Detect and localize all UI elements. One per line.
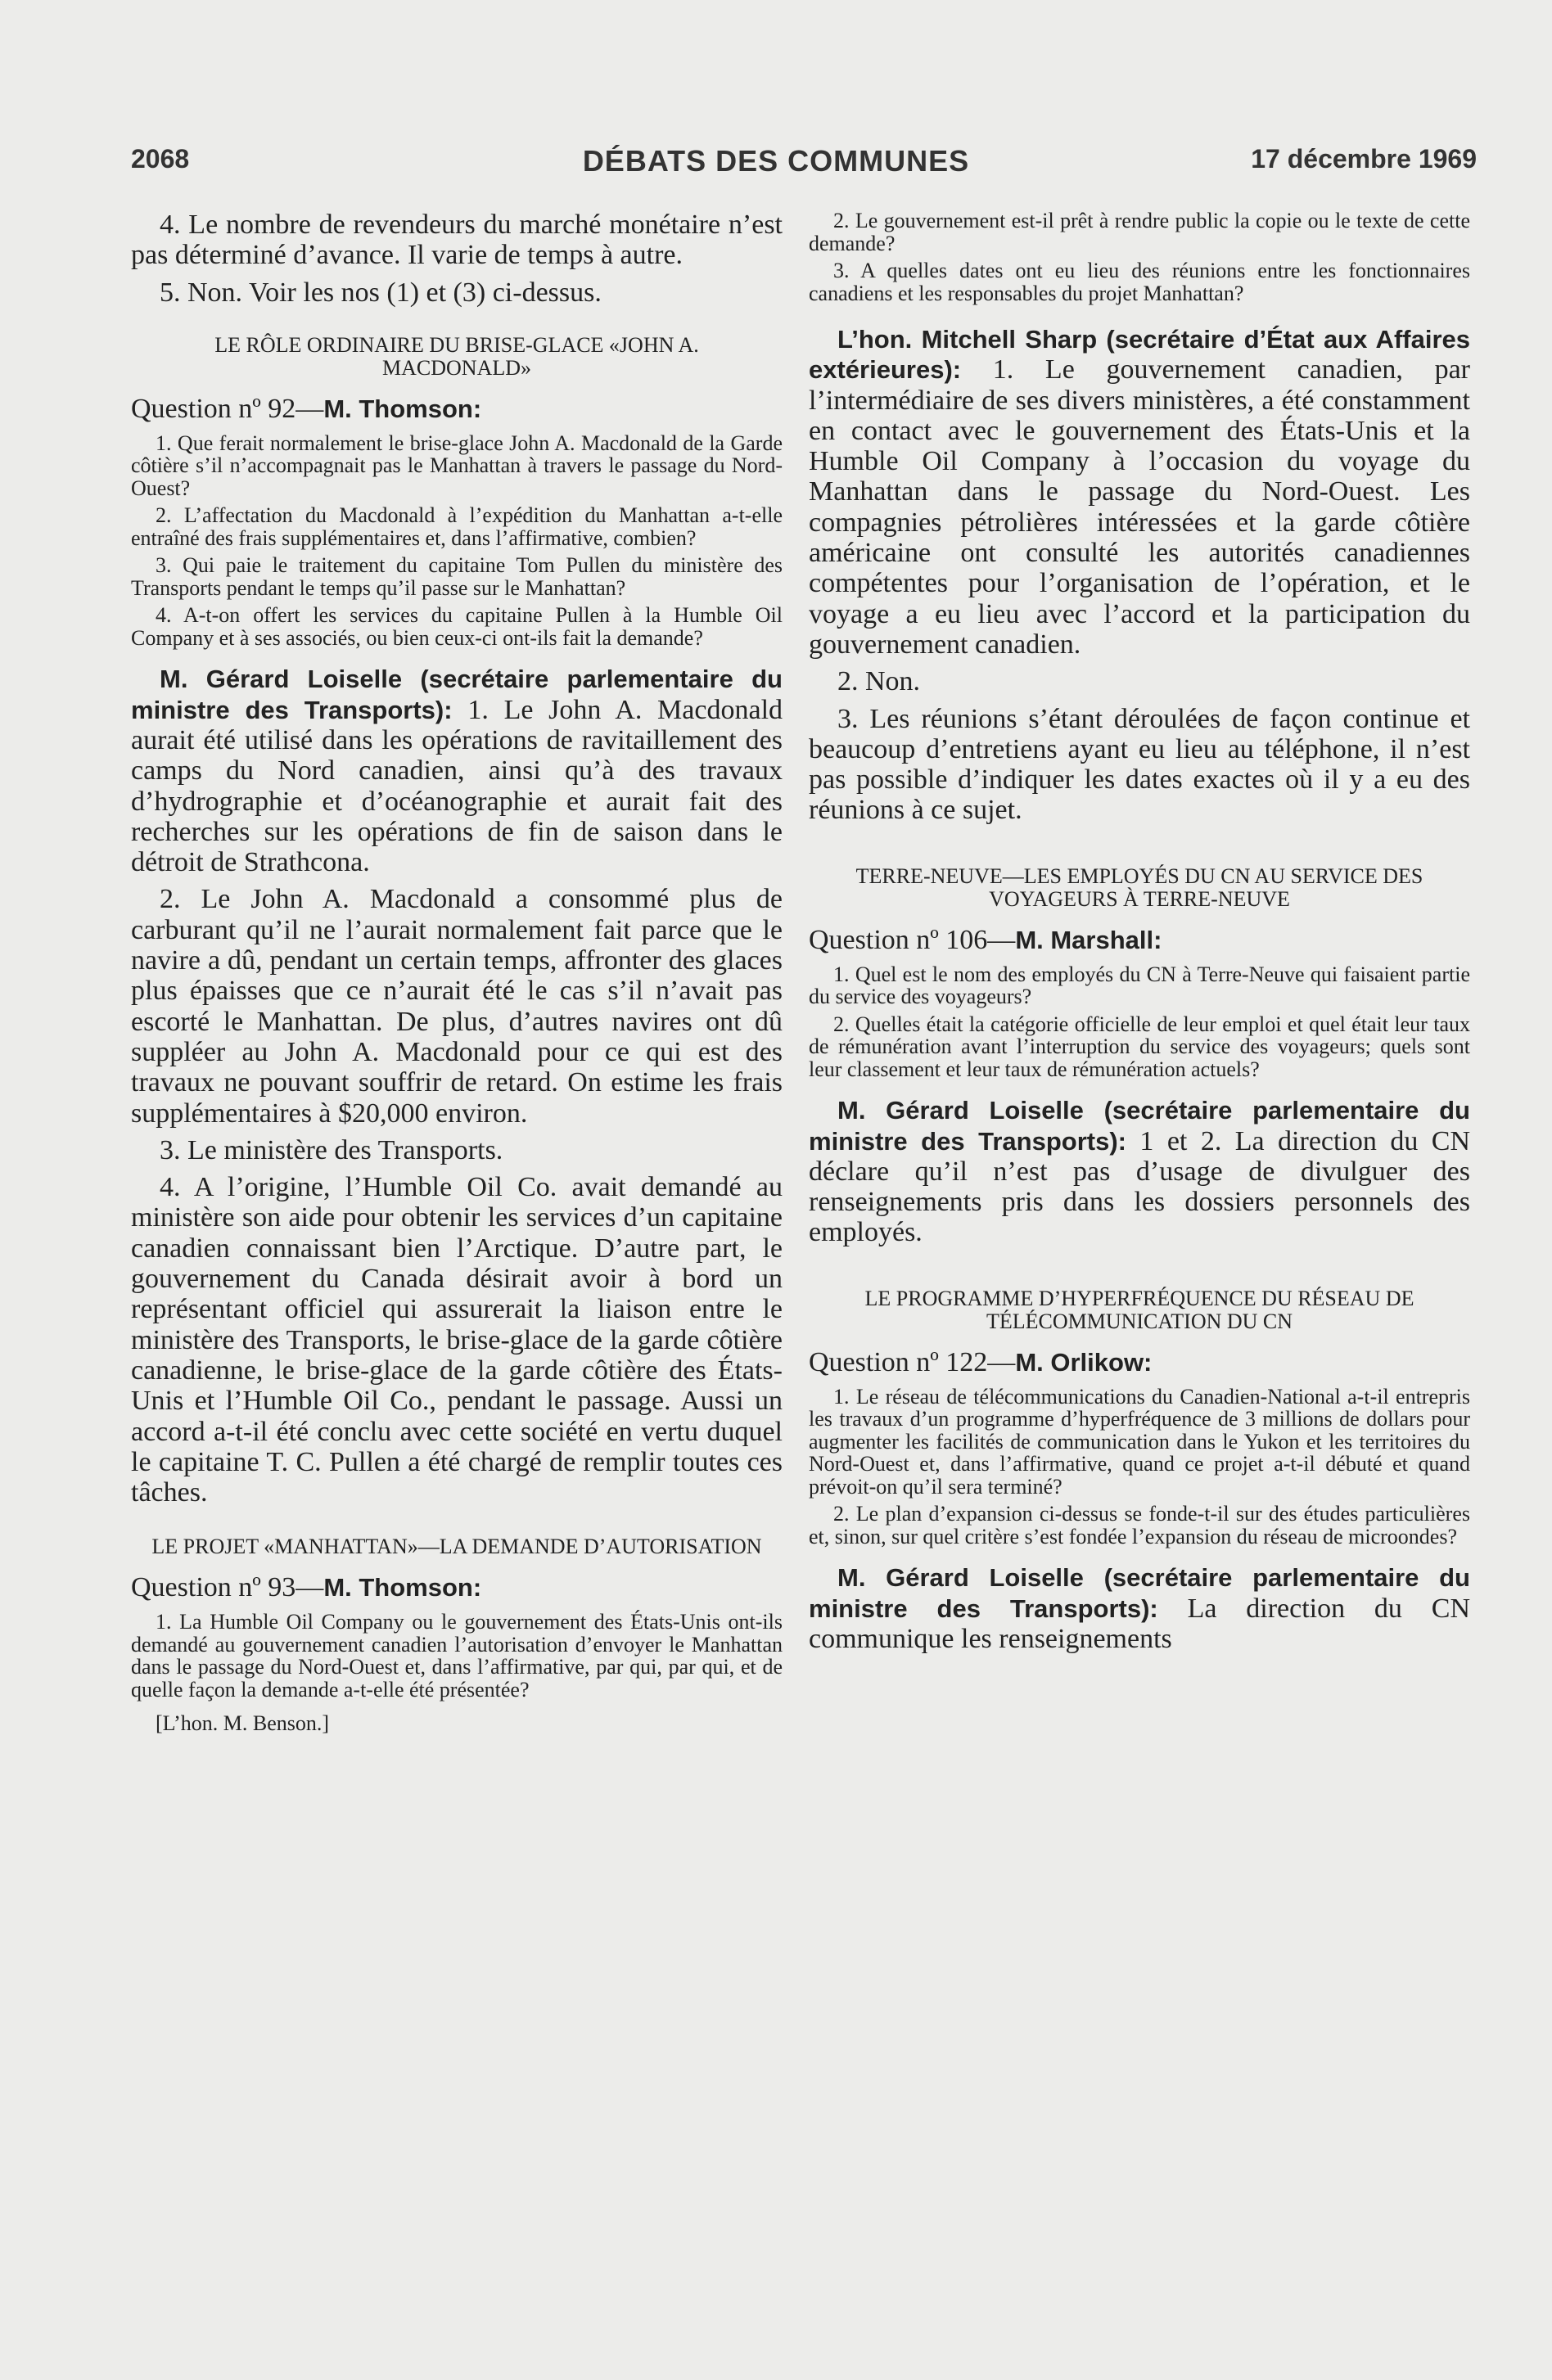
question-member: M. Orlikow: <box>1015 1347 1153 1377</box>
section-heading: LE PROGRAMME D’HYPERFRÉQUENCE DU RÉSEAU DE TÉLÉCOMMUNICATION DU CN <box>864 1286 1414 1333</box>
paragraph: 5. Non. Voir les nos (1) et (3) ci-dessus. <box>160 277 602 308</box>
answer-paragraph: 2. Non. <box>837 666 921 697</box>
answer-paragraph <box>809 1095 1470 1247</box>
question-line <box>809 1346 1470 1379</box>
answer-paragraph <box>809 1562 1470 1654</box>
left-column <box>131 210 783 1735</box>
section-heading: LE RÔLE ORDINAIRE DU BRISE-GLACE «JOHN A. MACDONALD» <box>214 332 699 380</box>
question-item: 3. A quelles dates ont eu lieu des réunions entre les fonctionnaires canadiens et les responsables du projet Manhattan? <box>809 259 1470 305</box>
answer-paragraph <box>131 664 783 877</box>
page-date: 17 décembre 1969 <box>1251 144 1477 174</box>
answer-paragraph <box>809 324 1470 660</box>
page-title: DÉBATS DES COMMUNES <box>582 144 970 178</box>
section-heading: TERRE-NEUVE—LES EMPLOYÉS DU CN AU SERVICE DES VOYAGEURS À TERRE-NEUVE <box>855 863 1423 911</box>
question-item: 1. Que ferait normalement le brise-glace John A. Macdonald de la Garde côtière s’il n’accompagnait pas le Manhattan à travers le passage du Nord-Ouest? <box>131 430 783 500</box>
question-item: 1. Le réseau de télécommunications du Canadien-National a-t-il entrepris les travaux d’un programme d’hyperfréquence de 3 millions de dollars pour augmenter les facilités de communication dans le Yukon et les territoires du Nord-Ouest et, dans l’affirmative, quand ce projet a-t-il débuté et quand prévoit-on qu’il sera terminé? <box>809 1384 1470 1499</box>
question-member: M. Thomson: <box>323 1573 482 1602</box>
speaker-name: L’hon. Mitchell Sharp (secrétaire d’État aux Affaires extérieures): <box>809 325 1470 385</box>
answer-text: 1 et 2. La direction du CN déclare qu’il n’est pas d’usage de divulguer des renseignements pris dans les dossiers personnels des employés. <box>809 1125 1470 1248</box>
question-number: Question nº 122— <box>809 1346 1016 1377</box>
question-item: 2. Quelles était la catégorie officielle de leur emploi et quel était leur taux de rémunération avant l’interruption du service des voyageurs; quels sont leur classement et leur taux de rémunération actuels? <box>809 1012 1470 1081</box>
right-column <box>809 210 1470 1661</box>
answer-text: 1. Le gouvernement canadien, par l’intermédiaire de ses divers ministères, a été constamment en contact avec le gouvernement des États-Unis et la Humble Oil Company à l’occasion du voyage du Manhattan dans le passage du Nord-Ouest. Les compagnies pétrolières intéressées et la garde côtière américaine ont consulté les autorités canadiennes compétentes pour l’organisation de l’opération, et le voyage a eu lieu avec l’accord et la participation du gouvernement canadien. <box>809 354 1470 660</box>
answer-paragraph: 3. Le ministère des Transports. <box>160 1134 503 1165</box>
question-number: Question nº 93— <box>131 1572 324 1603</box>
speaker-name: M. Gérard Loiselle (secrétaire parlementaire du ministre des Transports): <box>131 665 783 724</box>
question-line <box>131 1571 783 1604</box>
question-item: 2. L’affectation du Macdonald à l’expédition du Manhattan a-t-elle entraîné des frais supplémentaires et, dans l’affirmative, combien? <box>131 503 783 550</box>
answer-text: La direction du CN communique les renseignements <box>809 1593 1470 1654</box>
answer-paragraph: 2. Le John A. Macdonald a consommé plus de carburant qu’il ne l’aurait normalement fait parce que le navire a dû, pendant un certain temps, affronter des glaces plus épaisses que ce n’aurait été le cas s’il n’avait pas escorté le Manhattan. De plus, d’autres navires ont dû suppléer au John A. Macdonald pour ce qui est des travaux ne pouvant souffrir de retard. On estime les frais supplémentaires à $20,000 environ. <box>131 884 783 1129</box>
speaker-name: M. Gérard Loiselle (secrétaire parlementaire du ministre des Transports): <box>809 1096 1470 1156</box>
question-member: M. Marshall: <box>1015 925 1162 954</box>
question-item: 4. A-t-on offert les services du capitaine Pullen à la Humble Oil Company et à ses associés, ou bien ceux-ci ont-ils fait la demande? <box>131 603 783 650</box>
question-item: 3. Qui paie le traitement du capitaine Tom Pullen du ministère des Transports pendant le temps qu’il passe sur le Manhattan? <box>131 553 783 600</box>
question-item: 1. Quel est le nom des employés du CN à Terre-Neuve qui faisaient partie du service des voyageurs? <box>809 962 1470 1009</box>
page-number: 2068 <box>131 144 190 174</box>
question-item: 2. Le plan d’expansion ci-dessus se fonde-t-il sur des études particulières et, sinon, sur quel critère s’est fondée l’expansion du réseau de microondes? <box>809 1502 1470 1548</box>
question-number: Question nº 92— <box>131 393 324 424</box>
question-item: 1. La Humble Oil Company ou le gouvernement des États-Unis ont-ils demandé au gouvernement canadien l’autorisation d’envoyer le Manhattan dans le passage du Nord-Ouest et, dans l’affirmative, par qui, par qui, et de quelle façon la demande a-t-elle été présentée? <box>131 1610 783 1702</box>
attribution: [L’hon. M. Benson.] <box>156 1711 330 1736</box>
speaker-name: M. Gérard Loiselle (secrétaire parlementaire du ministre des Transports): <box>809 1563 1470 1623</box>
answer-paragraph: 3. Les réunions s’étant déroulées de façon continue et beaucoup d’entretiens ayant eu lieu au téléphone, il n’est pas possible d’indiquer les dates exactes où il y a eu des réunions à ce sujet. <box>809 703 1470 826</box>
section-heading: LE PROJET «MANHATTAN»—LA DEMANDE D’AUTORISATION <box>151 1535 762 1559</box>
question-number: Question nº 106— <box>809 924 1016 955</box>
question-item: 2. Le gouvernement est-il prêt à rendre public la copie ou le texte de cette demande? <box>809 209 1470 255</box>
question-member: M. Thomson: <box>323 394 482 423</box>
question-line <box>809 924 1470 957</box>
answer-text: 1. Le John A. Macdonald aurait été utilisé dans les opérations de ravitaillement des camps du Nord canadien, ainsi qu’à des travaux d’hydrographie et d’océanographie et aurait fait des recherches sur les opérations de fin de saison dans le détroit de Strathcona. <box>131 694 783 878</box>
question-line <box>131 393 783 426</box>
paragraph: 4. Le nombre de revendeurs du marché monétaire n’est pas déterminé d’avance. Il varie de temps à autre. <box>131 210 783 271</box>
answer-paragraph: 4. A l’origine, l’Humble Oil Co. avait demandé au ministère son aide pour obtenir les services d’un capitaine canadien connaissant bien l’Arctique. D’autre part, le gouvernement du Canada désirait avoir à bord un représentant officiel qui assurerait la liaison entre le ministère des Transports, le brise-glace de la garde côtière canadienne, le brise-glace de la garde côtière des États-Unis et l’Humble Oil Co., pendant le passage. Aussi un accord a-t-il été conclu avec cette société en vertu duquel le capitaine T. C. Pullen a été chargé de remplir toutes ces tâches. <box>131 1172 783 1508</box>
